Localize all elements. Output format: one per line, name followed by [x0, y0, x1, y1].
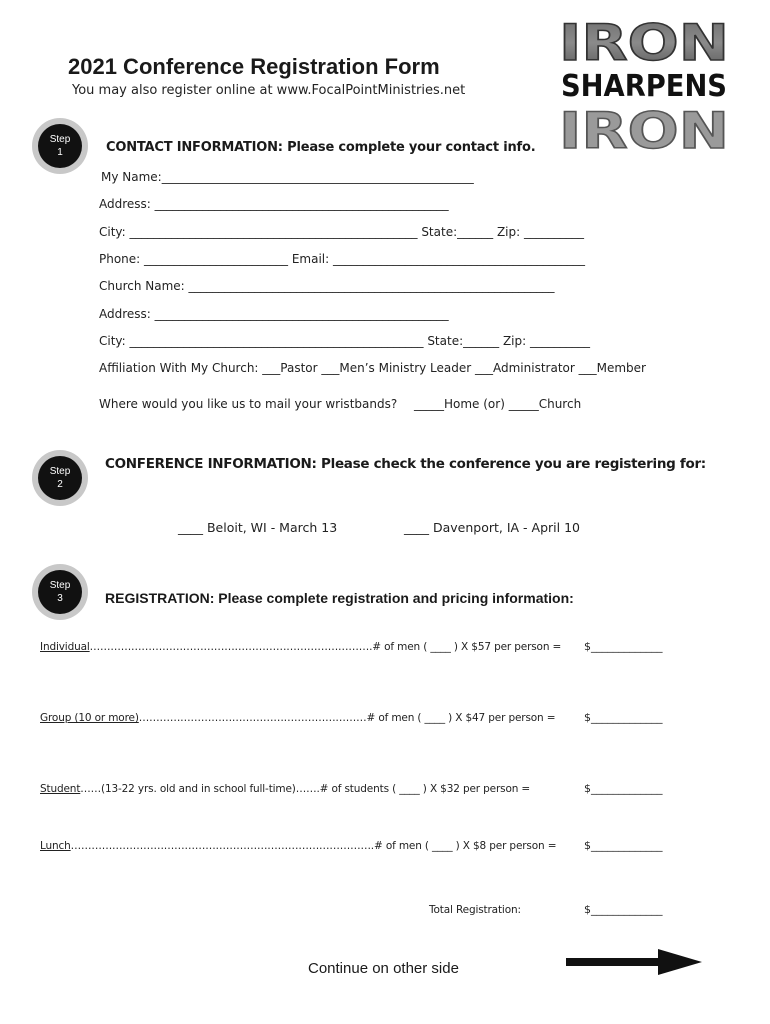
iron-sharpens-iron-logo [556, 14, 732, 154]
logo-line-iron-bottom: IRON [559, 102, 729, 154]
pricing-label: Student [40, 783, 81, 795]
registration-heading: REGISTRATION: Please complete registration and pricing information: [105, 590, 574, 606]
pricing-row-lunch[interactable] [40, 840, 556, 852]
church-name-field[interactable]: Church Name: _____________________________________________________________ [99, 279, 555, 293]
pricing-row-student[interactable] [40, 783, 530, 795]
pricing-amount-student[interactable]: $_____________ [584, 782, 663, 795]
name-field[interactable]: My Name:____________________________________________________ [101, 170, 474, 184]
city-state-zip-field[interactable]: City: ________________________________________________ State:______ Zip: __________ [99, 225, 584, 239]
pricing-label: Group (10 or more) [40, 712, 139, 724]
phone-email-field[interactable]: Phone: ________________________ Email: __________________________________________ [99, 252, 585, 266]
pricing-row-individual[interactable] [40, 641, 561, 653]
step-3-badge [32, 564, 88, 620]
pricing-detail: …………………………………………………………………………….# of men ( ____ ) X $8 per person = [70, 840, 557, 852]
step-1-badge [32, 118, 88, 174]
step-3-word: Step [49, 580, 71, 591]
page-title: 2021 Conference Registration Form [68, 54, 440, 79]
pricing-amount-lunch[interactable]: $_____________ [584, 839, 663, 852]
pricing-detail: ……………………………………………………………………….# of men ( ____ ) X $57 per person = [89, 641, 562, 653]
step-2-badge [32, 450, 88, 506]
pricing-amount-individual[interactable]: $_____________ [584, 640, 663, 653]
pricing-row-group[interactable] [40, 712, 555, 724]
step-1-number: 1 [57, 147, 63, 158]
step-2-number: 2 [57, 479, 63, 490]
affiliation-field[interactable]: Affiliation With My Church: ___Pastor ___Men’s Ministry Leader ___Administrator ___Member [99, 361, 646, 375]
pricing-label: Lunch [40, 840, 71, 852]
total-registration-amount[interactable]: $_____________ [584, 903, 663, 916]
pricing-amount-group[interactable]: $_____________ [584, 711, 663, 724]
contact-info-heading: CONTACT INFORMATION: Please complete your contact info. [106, 140, 536, 155]
address-field[interactable]: Address: _________________________________________________ [99, 197, 449, 211]
right-arrow-icon [566, 949, 702, 975]
church-address-field[interactable]: Address: _________________________________________________ [99, 307, 449, 321]
pricing-label: Individual [40, 641, 90, 653]
conference-info-heading: CONFERENCE INFORMATION: Please check the conference you are registering for: [105, 456, 706, 472]
mail-wristbands-question: Where would you like us to mail your wristbands? [99, 397, 398, 411]
step-3-number: 3 [57, 593, 63, 604]
mail-wristbands-options[interactable]: _____Home (or) _____Church [414, 397, 582, 411]
pricing-detail: …………………………………………………………# of men ( ____ ) X $47 per person = [138, 712, 556, 724]
pricing-detail: ……(13-22 yrs. old and in school full-time)…….# of students ( ____ ) X $32 per person = [80, 783, 531, 795]
conference-option-beloit[interactable]: ____ Beloit, WI - March 13 [178, 520, 338, 535]
church-city-state-zip-field[interactable]: City: _________________________________________________ State:______ Zip: __________ [99, 334, 590, 348]
logo-line-iron-top: IRON [559, 14, 729, 72]
total-registration-label: Total Registration: [429, 904, 521, 916]
step-2-word: Step [49, 466, 71, 477]
step-1-word: Step [49, 134, 71, 145]
continue-note: Continue on other side [308, 960, 459, 977]
conference-option-davenport[interactable]: ____ Davenport, IA - April 10 [404, 520, 580, 535]
page-subtitle: You may also register online at www.FocalPointMinistries.net [72, 83, 466, 98]
logo-line-sharpens: SHARPENS [561, 69, 727, 104]
